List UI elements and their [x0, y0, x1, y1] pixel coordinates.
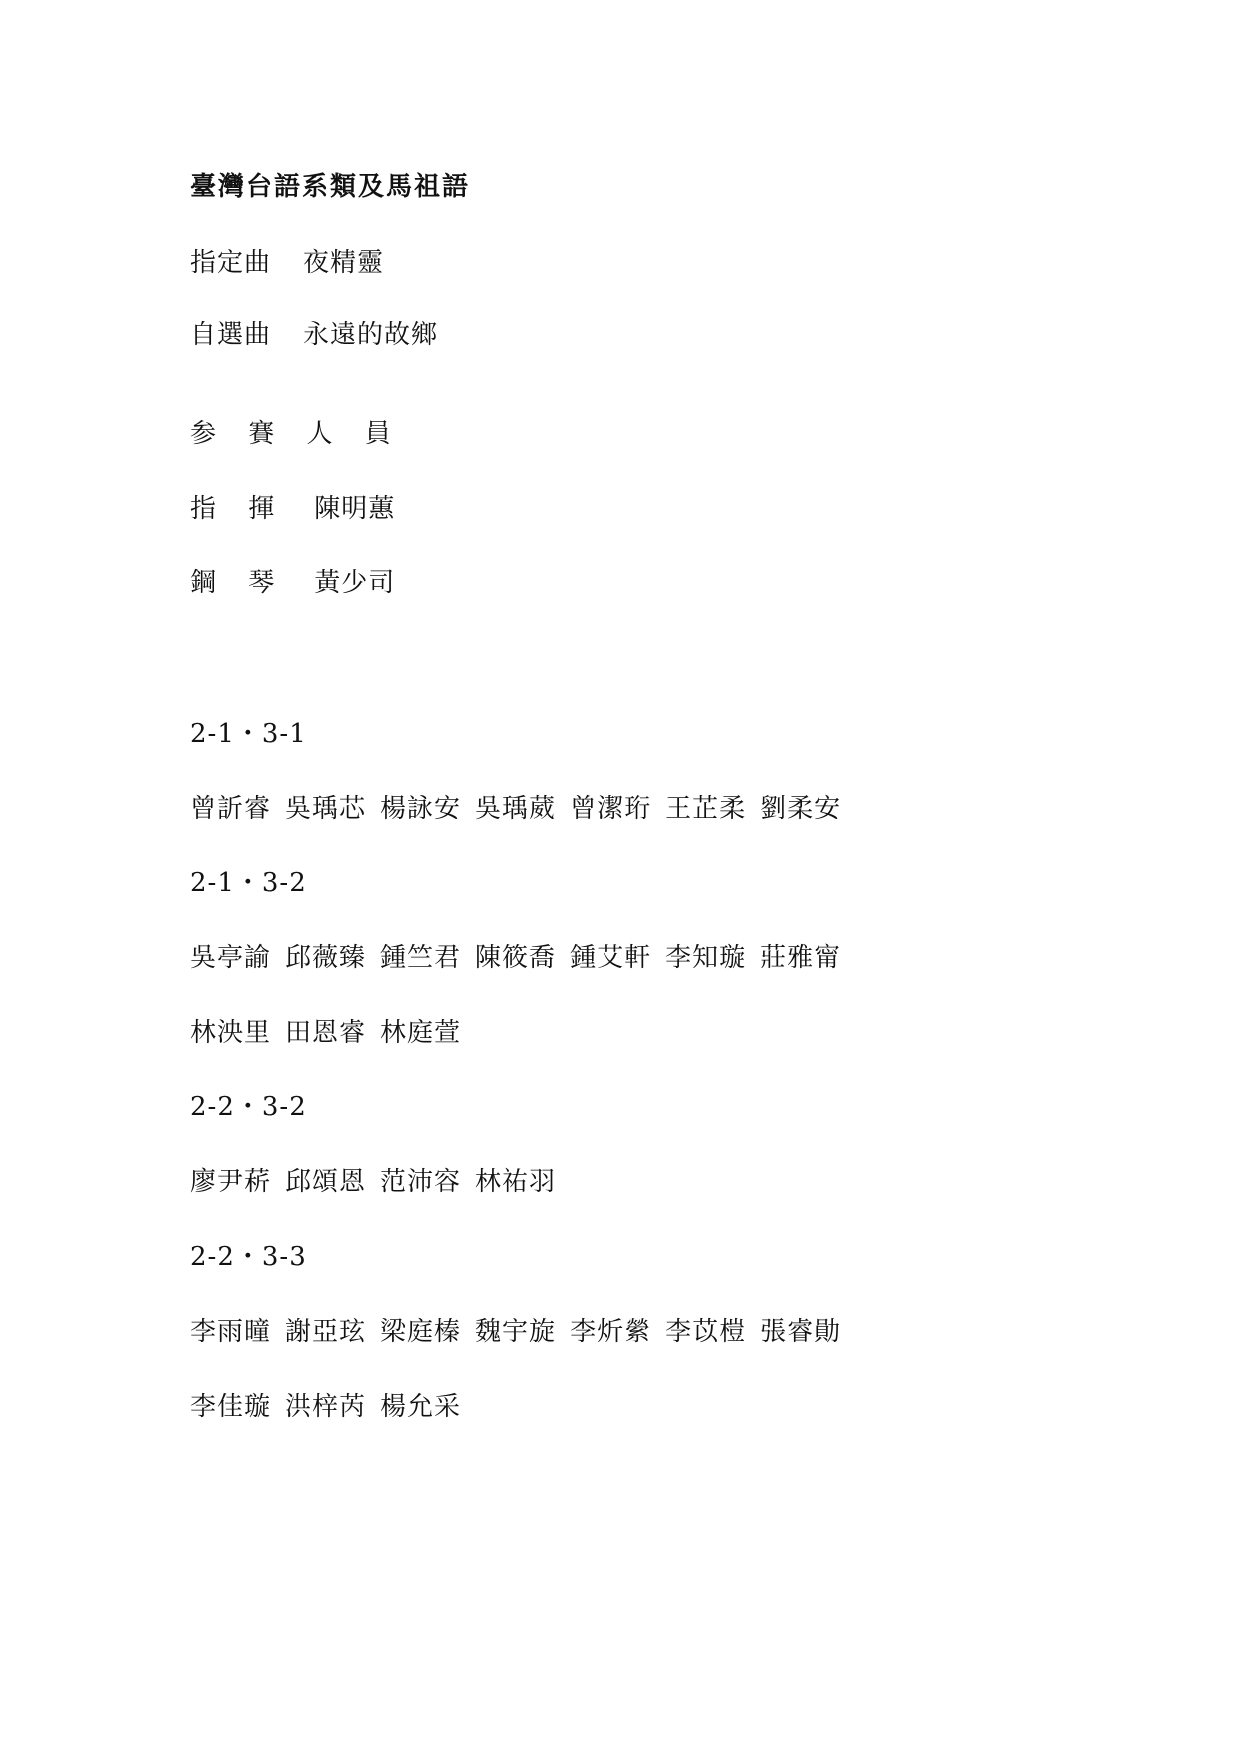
class-group-heading: 2-1・3-2	[190, 868, 307, 898]
member-name: 李佳璇	[190, 1392, 272, 1422]
class-group-heading: 2-2・3-2	[190, 1092, 307, 1122]
member-name: 林泱里	[190, 1018, 272, 1048]
piano-line	[190, 566, 395, 600]
member-name: 魏宇旋	[475, 1317, 557, 1347]
member-name: 曾潔珩	[570, 794, 652, 824]
member-name: 劉柔安	[760, 794, 842, 824]
member-name: 鍾竺君	[380, 943, 462, 973]
required-song-title: 夜精靈	[303, 248, 385, 278]
member-name: 王芷柔	[665, 794, 747, 824]
member-name: 李知璇	[665, 943, 747, 973]
document-title: 臺灣台語系類及馬祖語	[190, 172, 471, 202]
member-name: 李雨曈	[190, 1317, 272, 1347]
choice-song-title: 永遠的故鄉	[303, 320, 439, 350]
member-name: 楊允采	[380, 1392, 462, 1422]
conductor-name: 陳明蕙	[314, 494, 396, 524]
member-row	[190, 1390, 475, 1424]
member-name: 邱薇臻	[285, 943, 367, 973]
member-name: 莊雅甯	[760, 943, 842, 973]
member-name: 廖尹菥	[190, 1167, 272, 1197]
member-name: 張睿勛	[760, 1317, 842, 1347]
member-row	[190, 1165, 570, 1199]
class-group-heading: 2-2・3-3	[190, 1242, 307, 1272]
piano-label: 鋼 琴	[190, 568, 287, 598]
member-row	[190, 1016, 475, 1050]
member-name: 范沛容	[380, 1167, 462, 1197]
member-name: 吳瑀芯	[285, 794, 367, 824]
piano-name: 黃少司	[314, 568, 396, 598]
member-name: 陳筱喬	[475, 943, 557, 973]
member-name: 洪梓芮	[285, 1392, 367, 1422]
member-row	[190, 792, 855, 826]
required-song-label: 指定曲	[190, 248, 272, 278]
member-name: 李炘縈	[570, 1317, 652, 1347]
member-name: 吳亭諭	[190, 943, 272, 973]
personnel-heading: 参 賽 人 員	[190, 419, 403, 449]
conductor-label: 指 揮	[190, 494, 287, 524]
member-name: 鍾艾軒	[570, 943, 652, 973]
member-row	[190, 1315, 855, 1349]
required-song-line	[190, 246, 384, 280]
choice-song-label: 自選曲	[190, 320, 272, 350]
member-name: 田恩睿	[285, 1018, 367, 1048]
member-name: 梁庭榛	[380, 1317, 462, 1347]
conductor-line	[190, 492, 395, 526]
member-name: 謝亞玹	[285, 1317, 367, 1347]
member-name: 邱頌恩	[285, 1167, 367, 1197]
choice-song-line	[190, 318, 438, 352]
class-group-heading: 2-1・3-1	[190, 719, 307, 749]
member-name: 吳瑀葳	[475, 794, 557, 824]
member-name: 林祐羽	[475, 1167, 557, 1197]
member-name: 曾訢睿	[190, 794, 272, 824]
member-row	[190, 941, 855, 975]
member-name: 楊詠安	[380, 794, 462, 824]
member-name: 李苡榿	[665, 1317, 747, 1347]
member-name: 林庭萱	[380, 1018, 462, 1048]
